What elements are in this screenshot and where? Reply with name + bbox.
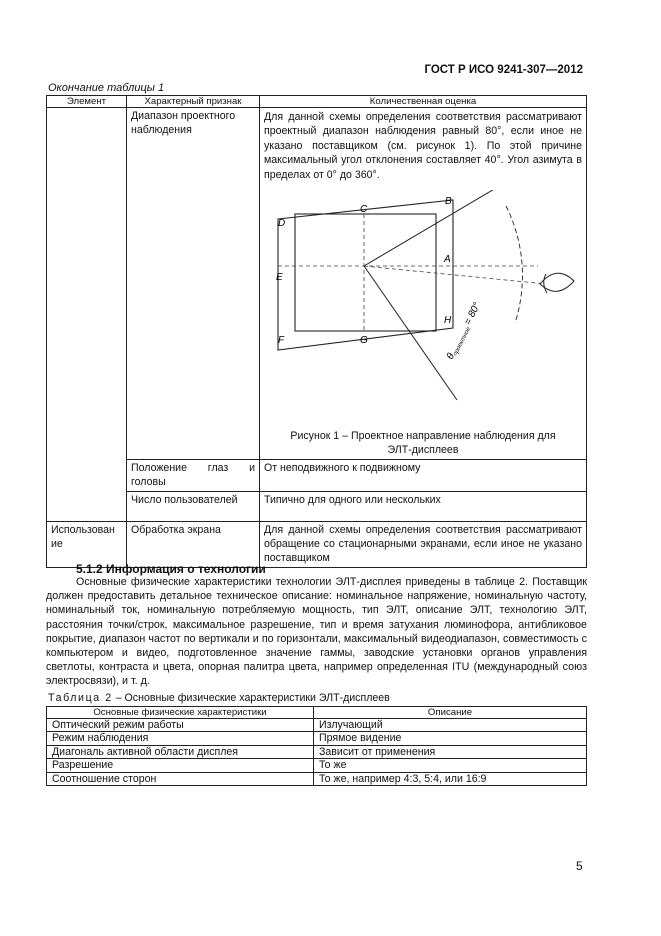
col-header-description: Описание bbox=[314, 707, 587, 719]
table-row bbox=[47, 719, 587, 732]
screen-frame-outline bbox=[278, 200, 453, 350]
assessment-text: Для данной схемы определения соответствия рассматривают проектный диапазон наблюдения равный 80°, если иное не указано поставщиком (см. рисунок 1). По этой причине максимальный угол отклонения составляет 40°. Угол азимута в пределах от 0° до 360°. bbox=[264, 111, 582, 181]
section-paragraph: Основные физические характеристики технологии ЭЛТ-дисплея приведены в таблице 2. Поставщик должен предоставить детальное техническое описание: номинальное напряжение, номинальную частоту, номинальный ток, номинальную потребляемую мощность, тип ЭЛТ, описание ЭЛТ, технологию ЭЛТ, расстояния точки/строк, максимальное разрешение, тип и время затухания люминофора, антибликовое покрытие, диапазон частот по вертикали и по горизонтали, максимальный видеодиапазон, совместимость с компьютером и видео, подготовленное значение гаммы, заводские установки органов управления светлоты, контраста и цвета, опорная палитра цвета, например определенная ITU (международный союз электросвязи), и т. д. bbox=[46, 576, 587, 688]
table-cell-element: Использование bbox=[47, 521, 127, 567]
table-cell-assessment bbox=[260, 108, 587, 460]
table-cell-assessment: Для данной схемы определения соответствия рассматривают обращение со стационарными экранами, если иное не указано поставщиком bbox=[260, 521, 587, 567]
table-row bbox=[47, 459, 587, 491]
table-cell-element-empty bbox=[47, 108, 127, 522]
table-2-header-row bbox=[47, 707, 587, 719]
svg-text:θпроектное= 80°: $\theta_{проектное}= 80^\circ$ bbox=[444, 300, 483, 362]
table-2-caption-label: Таблица 2 bbox=[48, 692, 113, 704]
table-cell-feature: Положение глаз и головы bbox=[127, 459, 260, 491]
table-cell-feature: Диапазон проектного наблюдения bbox=[127, 108, 260, 460]
document-header: ГОСТ Р ИСО 9241-307—2012 bbox=[424, 64, 583, 76]
col-header-assessment: Количественная оценка bbox=[260, 96, 587, 108]
page-number: 5 bbox=[576, 859, 583, 873]
table-cell-value: Зависит от применения bbox=[314, 745, 587, 758]
col-header-feature: Характерный признак bbox=[127, 96, 260, 108]
label-C: C bbox=[360, 204, 368, 216]
table-row bbox=[47, 732, 587, 745]
table-cell-name: Соотношение сторон bbox=[47, 772, 314, 785]
table-row bbox=[47, 491, 587, 521]
label-H: H bbox=[444, 315, 452, 327]
table-cell-assessment: Типично для одного или нескольких bbox=[260, 491, 587, 521]
upper-view-line bbox=[364, 190, 496, 266]
label-E: E bbox=[276, 272, 283, 284]
table-cell-value: То же bbox=[314, 759, 587, 772]
col-header-characteristic: Основные физические характеристики bbox=[47, 707, 314, 719]
table-cell-value: То же, например 4:3, 5:4, или 16:9 bbox=[314, 772, 587, 785]
table-cell-name: Оптический режим работы bbox=[47, 719, 314, 732]
figure-1-caption: Рисунок 1 – Проектное направление наблюдения для ЭЛТ-дисплеев bbox=[290, 430, 556, 457]
table-1-header-row bbox=[47, 96, 587, 108]
table-row bbox=[47, 108, 587, 460]
label-G: G bbox=[360, 335, 368, 347]
table-row bbox=[47, 745, 587, 758]
table-2-caption bbox=[48, 692, 390, 704]
figure-1 bbox=[264, 190, 582, 458]
table-cell-name: Разрешение bbox=[47, 759, 314, 772]
table-2 bbox=[46, 706, 587, 786]
table-1 bbox=[46, 95, 587, 568]
table-cell-feature: Обработка экрана bbox=[127, 521, 260, 567]
table-cell-name: Режим наблюдения bbox=[47, 732, 314, 745]
table-cell-name: Диагональ активной области дисплея bbox=[47, 745, 314, 758]
table-row bbox=[47, 759, 587, 772]
screen-active-area bbox=[295, 214, 436, 331]
label-B: B bbox=[445, 196, 452, 208]
angle-label bbox=[445, 301, 484, 362]
eye-icon bbox=[540, 273, 574, 293]
table-row bbox=[47, 521, 587, 567]
lower-view-line bbox=[364, 266, 457, 400]
eye-sight-line bbox=[364, 266, 546, 284]
section-title: 5.1.2 Информация о технологии bbox=[76, 562, 266, 576]
table-cell-feature: Число пользователей bbox=[127, 491, 260, 521]
col-header-element: Элемент bbox=[47, 96, 127, 108]
table-cell-assessment: От неподвижного к подвижному bbox=[260, 459, 587, 491]
viewing-angle-arc bbox=[506, 206, 522, 323]
table-row bbox=[47, 772, 587, 785]
table-cell-value: Излучающий bbox=[314, 719, 587, 732]
crt-viewing-diagram bbox=[264, 190, 576, 425]
table-continuation-label: Окончание таблицы 1 bbox=[48, 82, 165, 94]
label-A: A bbox=[444, 254, 451, 266]
label-D: D bbox=[278, 218, 286, 230]
table-cell-value: Прямое видение bbox=[314, 732, 587, 745]
table-2-caption-text: – Основные физические характеристики ЭЛТ-дисплеев bbox=[112, 692, 390, 704]
label-F: F bbox=[278, 335, 285, 347]
